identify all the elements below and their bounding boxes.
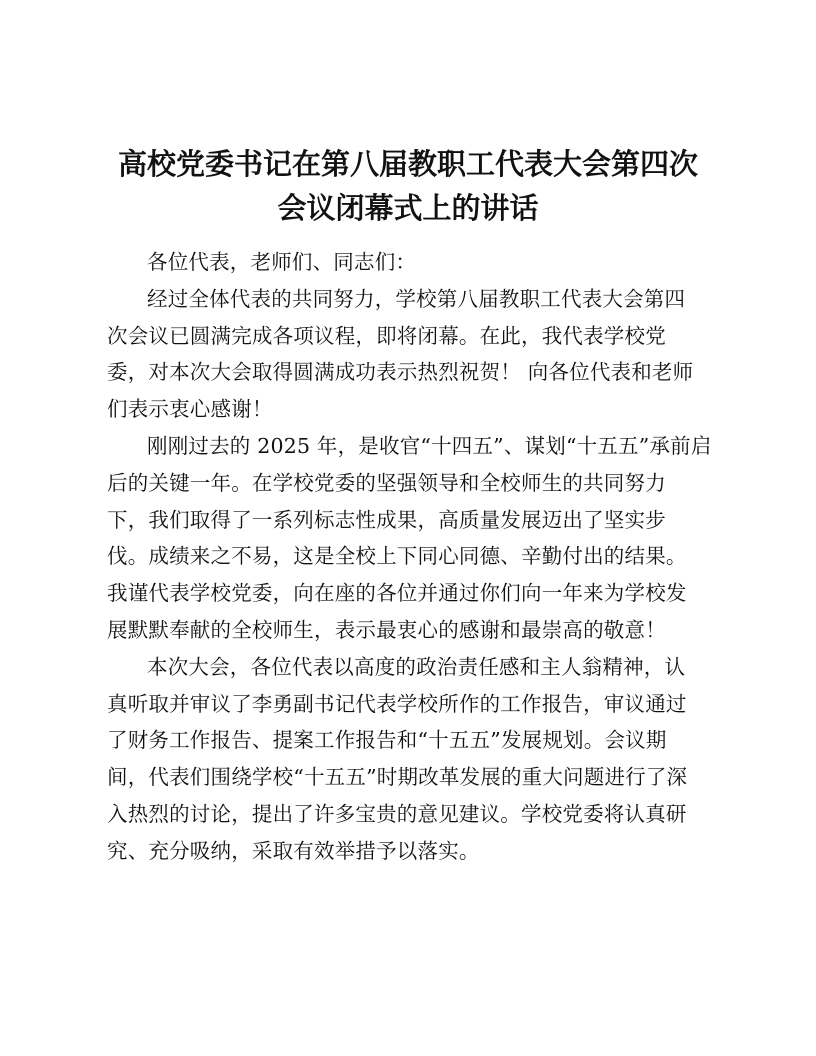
paragraph-review [107,428,719,649]
text-line: 下，我们取得了一系列标志性成果，高质量发展迈出了坚实步 [107,507,666,532]
text-line: 们表示衷心感谢！ [107,397,273,422]
paragraph-meeting [107,649,719,870]
text-line: 我谨代表学校党委，向在座的各位并通过你们向一年来为学校发 [107,581,687,606]
text-line: 各位代表，老师们、同志们： [147,250,417,274]
text-line: 本次大会，各位代表以高度的政治责任感和主人翁精神，认 [147,654,686,679]
text-line: 后的关键一年。在学校党委的坚强领导和全校师生的共同努力 [107,470,666,495]
text-line: 究、充分吸纳，采取有效举措予以落实。 [107,838,480,863]
text-line: 经过全体代表的共同努力，学校第八届教职工代表大会第四 [147,286,686,311]
salutation-paragraph [107,244,719,281]
title-line-2: 会议闭幕式上的讲话 [277,191,539,225]
text-line: 入热烈的讨论，提出了许多宝贵的意见建议。学校党委将认真研 [107,801,687,826]
text-line: 展默默奉献的全校师生，表示最衷心的感谢和最崇高的敬意！ [107,617,666,642]
text-line: 刚刚过去的 2025 年，是收官“十四五”、谋划“十五五”承前启 [147,433,712,458]
document-title [90,142,726,230]
text-line: 间，代表们围绕学校“十五五”时期改革发展的重大问题进行了深 [107,765,688,790]
title-line-1: 高校党委书记在第八届教职工代表大会第四次 [117,147,698,181]
text-line: 伐。成绩来之不易，这是全校上下同心同德、辛勤付出的结果。 [107,544,687,569]
text-line: 了财务工作报告、提案工作报告和“十五五”发展规划。会议期 [107,728,667,753]
document-body [107,244,719,870]
text-line: 委，对本次大会取得圆满成功表示热烈祝贺！ 向各位代表和老师 [107,360,694,385]
text-line: 次会议已圆满完成各项议程，即将闭幕。在此，我代表学校党 [107,323,666,348]
text-line: 真听取并审议了李勇副书记代表学校所作的工作报告，审议通过 [107,691,687,716]
paragraph-opening [107,281,719,428]
